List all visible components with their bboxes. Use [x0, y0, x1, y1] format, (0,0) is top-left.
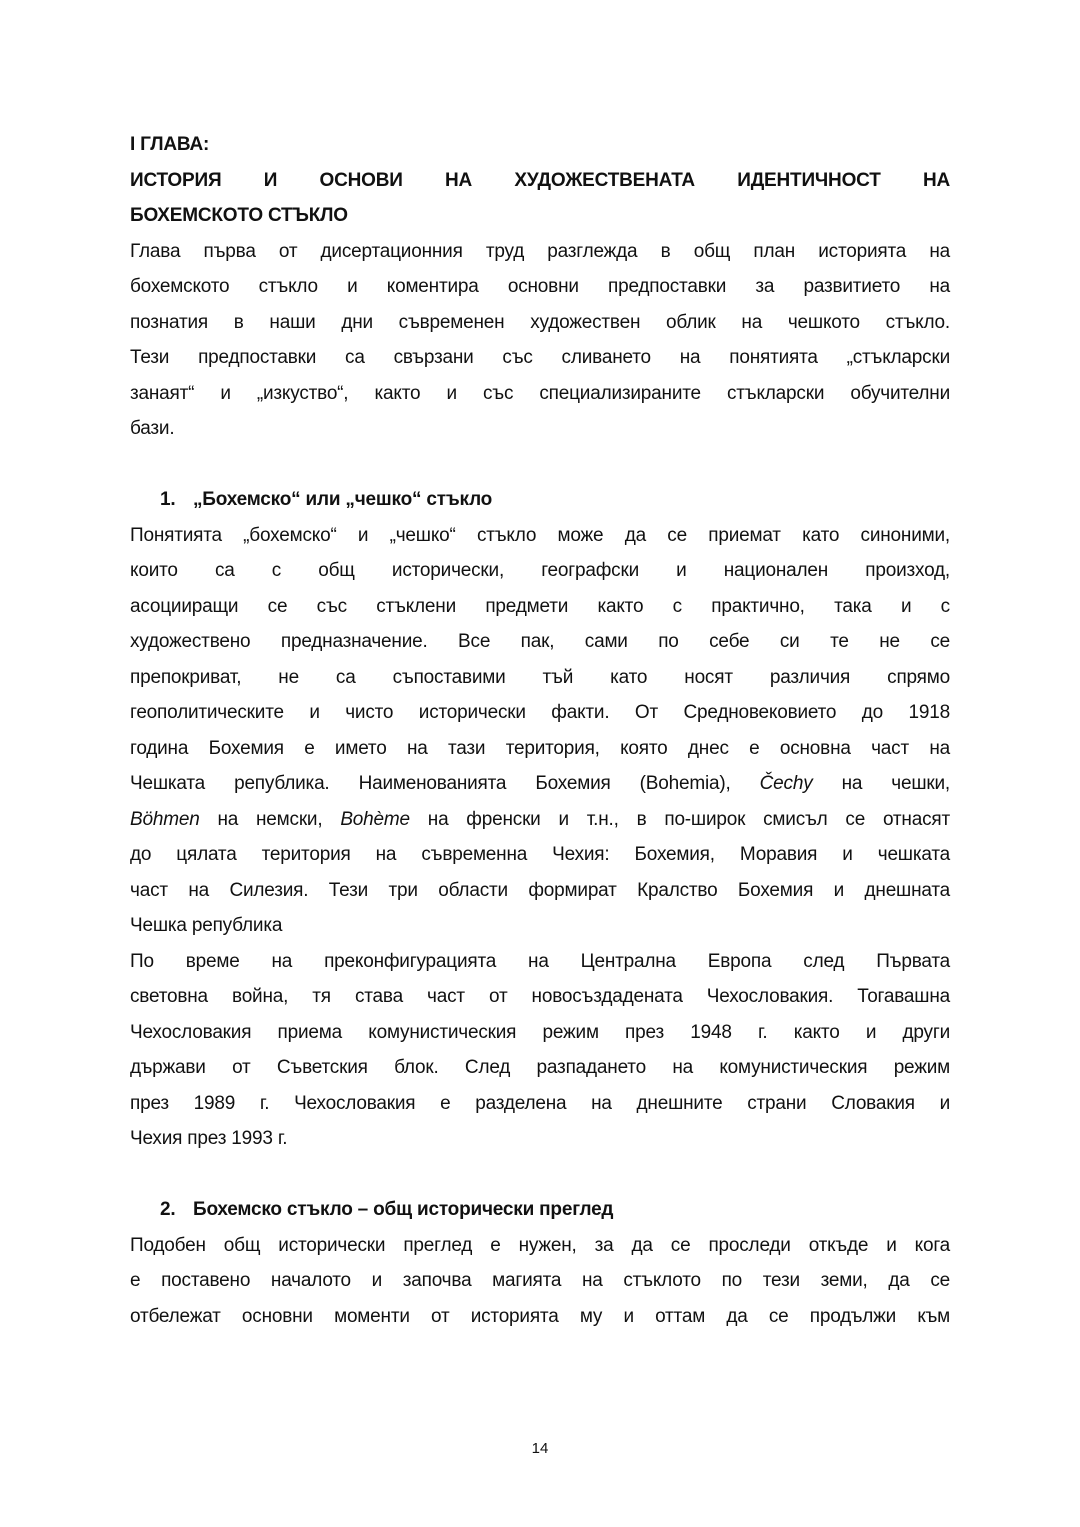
- text-segment: познатия в наши дни съвременен художествен облик на чешкото стъкло.: [130, 311, 950, 333]
- section-heading-1: [130, 482, 950, 518]
- text-segment: Тези предпоставки са свързани със сливането на понятията „стъкларски: [130, 347, 950, 368]
- text-segment: препокриват, не са съпоставими тъй като носят различия спрямо: [130, 666, 950, 688]
- text-segment: година Бохемия е името на тази територия, която днес е основна част на: [130, 737, 950, 759]
- paragraph: [130, 1228, 950, 1335]
- text-line: [130, 944, 950, 980]
- text-line: [130, 518, 950, 554]
- text-segment: световна война, тя става част от новосъздадената Чехословакия. Тогавашна: [130, 986, 950, 1007]
- text-segment: Глава първа от дисертационния труд разглежда в общ план историята на: [130, 240, 950, 262]
- text-segment: Понятията „бохемско“ и „чешко“ стъкло може да се приемат като синоними,: [130, 524, 950, 546]
- text-line: [130, 695, 950, 731]
- text-line: [130, 553, 950, 589]
- section-2-body: [130, 1228, 950, 1335]
- text-segment: до цялата територия на съвременна Чехия: Бохемия, Моравия и чешката: [130, 844, 950, 865]
- text-segment: геополитическите и чисто исторически факти. От Средновековието до 1918: [130, 702, 950, 723]
- text-segment: Подобен общ исторически преглед е нужен, за да се проследи откъде и кога: [130, 1234, 950, 1256]
- intro-paragraph: [130, 234, 950, 447]
- text-line: [130, 1015, 950, 1051]
- text-line: [130, 802, 950, 838]
- text-segment: на френски и т.н., в по-широк смисъл се отнасят: [409, 808, 950, 830]
- text-line: [130, 624, 950, 660]
- text-segment: отбележат основни моменти от историята му и оттам да се продължи към: [130, 1305, 950, 1327]
- text-segment: държави от Съветския блок. След разпадането на комунистическия режим: [130, 1057, 950, 1078]
- text-line: [130, 340, 950, 376]
- text-segment: е поставено началото и започва магията на стъклото по тези земи, да се: [130, 1270, 950, 1291]
- section-1-body: [130, 518, 950, 1157]
- text-segment: които са с общ исторически, географски и национален произход,: [130, 560, 950, 581]
- text-line: [130, 1086, 950, 1122]
- text-line: [130, 376, 950, 412]
- text-segment: художествено предназначение. Все пак, сами по себе си те не се: [130, 631, 950, 652]
- italic-term: Böhmen: [130, 808, 200, 830]
- text-segment: част на Силезия. Тези три области формират Кралство Бохемия и днешната: [130, 879, 950, 901]
- text-line: [130, 979, 950, 1015]
- text-segment: през 1989 г. Чехословакия е разделена на днешните страни Словакия и: [130, 1092, 950, 1114]
- document-page: [130, 127, 950, 1334]
- text-segment: асоцииращи се със стъклени предмети както с практично, така и с: [130, 595, 950, 617]
- text-segment: Чехословакия приема комунистическия режим през 1948 г. както и други: [130, 1021, 950, 1043]
- section-title: Бохемско стъкло – общ исторически преглед: [193, 1199, 614, 1220]
- paragraph: [130, 518, 950, 944]
- text-segment: Чехия през 1993 г.: [130, 1128, 288, 1149]
- text-line: [130, 1050, 950, 1086]
- section-number: 1.: [160, 489, 176, 510]
- chapter-title-line: ИСТОРИЯ И ОСНОВИ НА ХУДОЖЕСТВЕНАТА ИДЕНТИЧНОСТ НА: [130, 169, 950, 191]
- text-line: [130, 660, 950, 696]
- text-line: [130, 1228, 950, 1264]
- text-line: [130, 411, 950, 447]
- section-heading-2: [130, 1192, 950, 1228]
- text-line: [130, 1121, 950, 1157]
- page-number: 14: [531, 1440, 549, 1457]
- text-segment: на немски,: [199, 808, 341, 830]
- italic-term: Čechy: [759, 773, 813, 794]
- text-line: [130, 589, 950, 625]
- section-title: „Бохемско“ или „чешко“ стъкло: [193, 489, 493, 510]
- text-line: [130, 1263, 950, 1299]
- text-line: [130, 731, 950, 767]
- text-segment: занаят“ и „изкуство“, както и със специализираните стъкларски обучителни: [130, 382, 950, 404]
- text-line: [130, 305, 950, 341]
- text-segment: бохемското стъкло и коментира основни предпоставки за развитието на: [130, 276, 950, 297]
- text-segment: Чешката република. Наименованията Бохемия (Bohemia),: [130, 773, 760, 794]
- text-segment: бази.: [130, 418, 175, 439]
- text-line: [130, 908, 950, 944]
- chapter-label: I ГЛАВА:: [130, 134, 210, 155]
- text-line: [130, 837, 950, 873]
- text-line: [130, 234, 950, 270]
- paragraph: [130, 944, 950, 1157]
- chapter-title-line: БОХЕМСКОТО СТЪКЛО: [130, 205, 348, 226]
- section-number: 2.: [160, 1199, 176, 1220]
- text-line: [130, 873, 950, 909]
- text-line: [130, 1299, 950, 1335]
- text-segment: Чешка република: [130, 915, 283, 936]
- text-segment: По време на преконфигурацията на Централна Европа след Първата: [130, 950, 950, 972]
- text-line: [130, 269, 950, 305]
- italic-term: Bohème: [340, 808, 410, 830]
- text-segment: на чешки,: [812, 773, 951, 794]
- text-line: [130, 766, 950, 802]
